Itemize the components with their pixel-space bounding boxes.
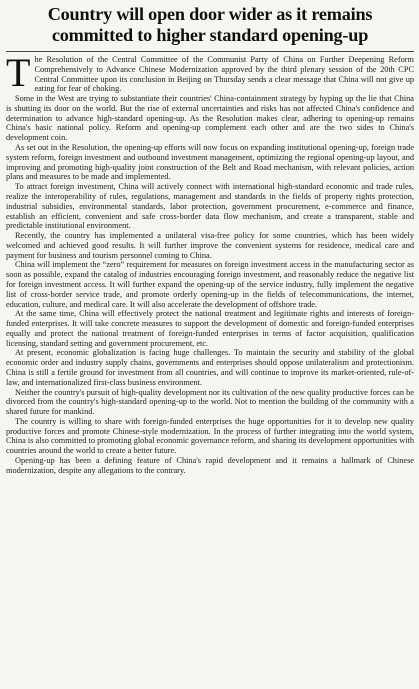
article-body	[6, 50, 414, 476]
paragraph: The country is willing to share with foreign-funded enterprises the huge opportunities for it to develop new quality productive forces and promote Chinese-style modernization. In the process of further integrating into the world system, China is also committed to promoting global economic governance reform, and sharing its development opportunities with countries around the world to create a better future.	[6, 416, 414, 456]
paragraph: At present, economic globalization is facing huge challenges. To maintain the security and stability of the global economic order and industry supply chains, governments and enterprises should oppose unilateralism and protectionism. China is still a fertile ground for investment from all countries, and will continue to improve its market-oriented, rule-of-law, and internationalized first-class business environment.	[6, 348, 414, 387]
paragraph: As set out in the Resolution, the opening-up efforts will now focus on expanding institutional opening-up, foreign trade system reform, foreign investment and outbound investment management, optimizing the regional opening-up layout, and improving and promoting high-quality joint construction of the Belt and Road mechanism, with relevant policies, action plans and measures to be made and implemented.	[6, 143, 414, 182]
headline: Country will open door wider as it remains committed to higher standard opening-up	[47, 4, 373, 45]
headline-divider	[6, 51, 414, 52]
paragraph: Some in the West are trying to substantiate their countries' China-containment strategy by hyping up the lie that China is shutting its door on the world. But the rise of external uncertainties and risks has not affected China's confidence and determination to advance high-standard opening-up. As the Resolution makes clear, adhering to opening-up remains China's basic national policy. Reform and opening-up complement each other and are the two sides to China's development coin.	[6, 94, 414, 143]
paragraph: To attract foreign investment, China will actively connect with international high-standard economic and trade rules, realize the interoperability of rules, regulations, management and standards in the fields of property rights protection, industrial subsidies, environmental standards, labor protection, government procurement, e-commerce and finance, establish an efficient, convenient and safe cross-border data flow mechanism, and create a transparent, stable and predictable institutional environment.	[6, 182, 414, 231]
paragraph: Neither the country's pursuit of high-quality development nor its cultivation of the new quality productive forces can be divorced from the country's high-standard opening-up to the world. Not to mention the building of the community with a shared future for mankind.	[6, 387, 414, 417]
lead-paragraph	[6, 50, 414, 95]
drop-cap: T	[6, 50, 31, 95]
paragraph: China will implement the “zero” requirement for measures on foreign investment access in the manufacturing sector as soon as possible, expand the catalog of industries encouraging foreign investment, and reasonably reduce the negative list for foreign investment access. It will further expand the opening-up of the service industry, fully implement the negative list of cross-border service trade, and promote orderly opening-up in the fields of telecommunications, the internet, education, culture, and medical care. It will also accelerate the development of offshore trade.	[6, 260, 414, 309]
lead-text: he Resolution of the Central Committee of the Communist Party of China on Further Deepening Reform Comprehensively to Advance Chinese Modernization approved by the third plenary session of the 20th CPC Central Committee upon its conclusion in Beijing on Thursday sends a clear message that China will not give up eating for fear of choking.	[34, 55, 414, 94]
paragraph: Opening-up has been a defining feature of China's rapid development and it remains a hallmark of Chinese modernization, despite any allegations to the contrary.	[6, 456, 414, 475]
paragraph: Recently, the country has implemented a unilateral visa-free policy for some countries, which has been widely welcomed and achieved good results. It will further improve the convenient systems for residence, medical care and payment for business and tourism personnel coming to China.	[6, 231, 414, 260]
paragraph: At the same time, China will effectively protect the national treatment and legitimate rights and interests of foreign-funded enterprises. It will take concrete measures to support the development of domestic and foreign-funded enterprises equally and protect the national treatment of foreign-funded enterprises in terms of factor acquisition, qualification licensing, standard setting and government procurement, etc.	[6, 309, 414, 348]
